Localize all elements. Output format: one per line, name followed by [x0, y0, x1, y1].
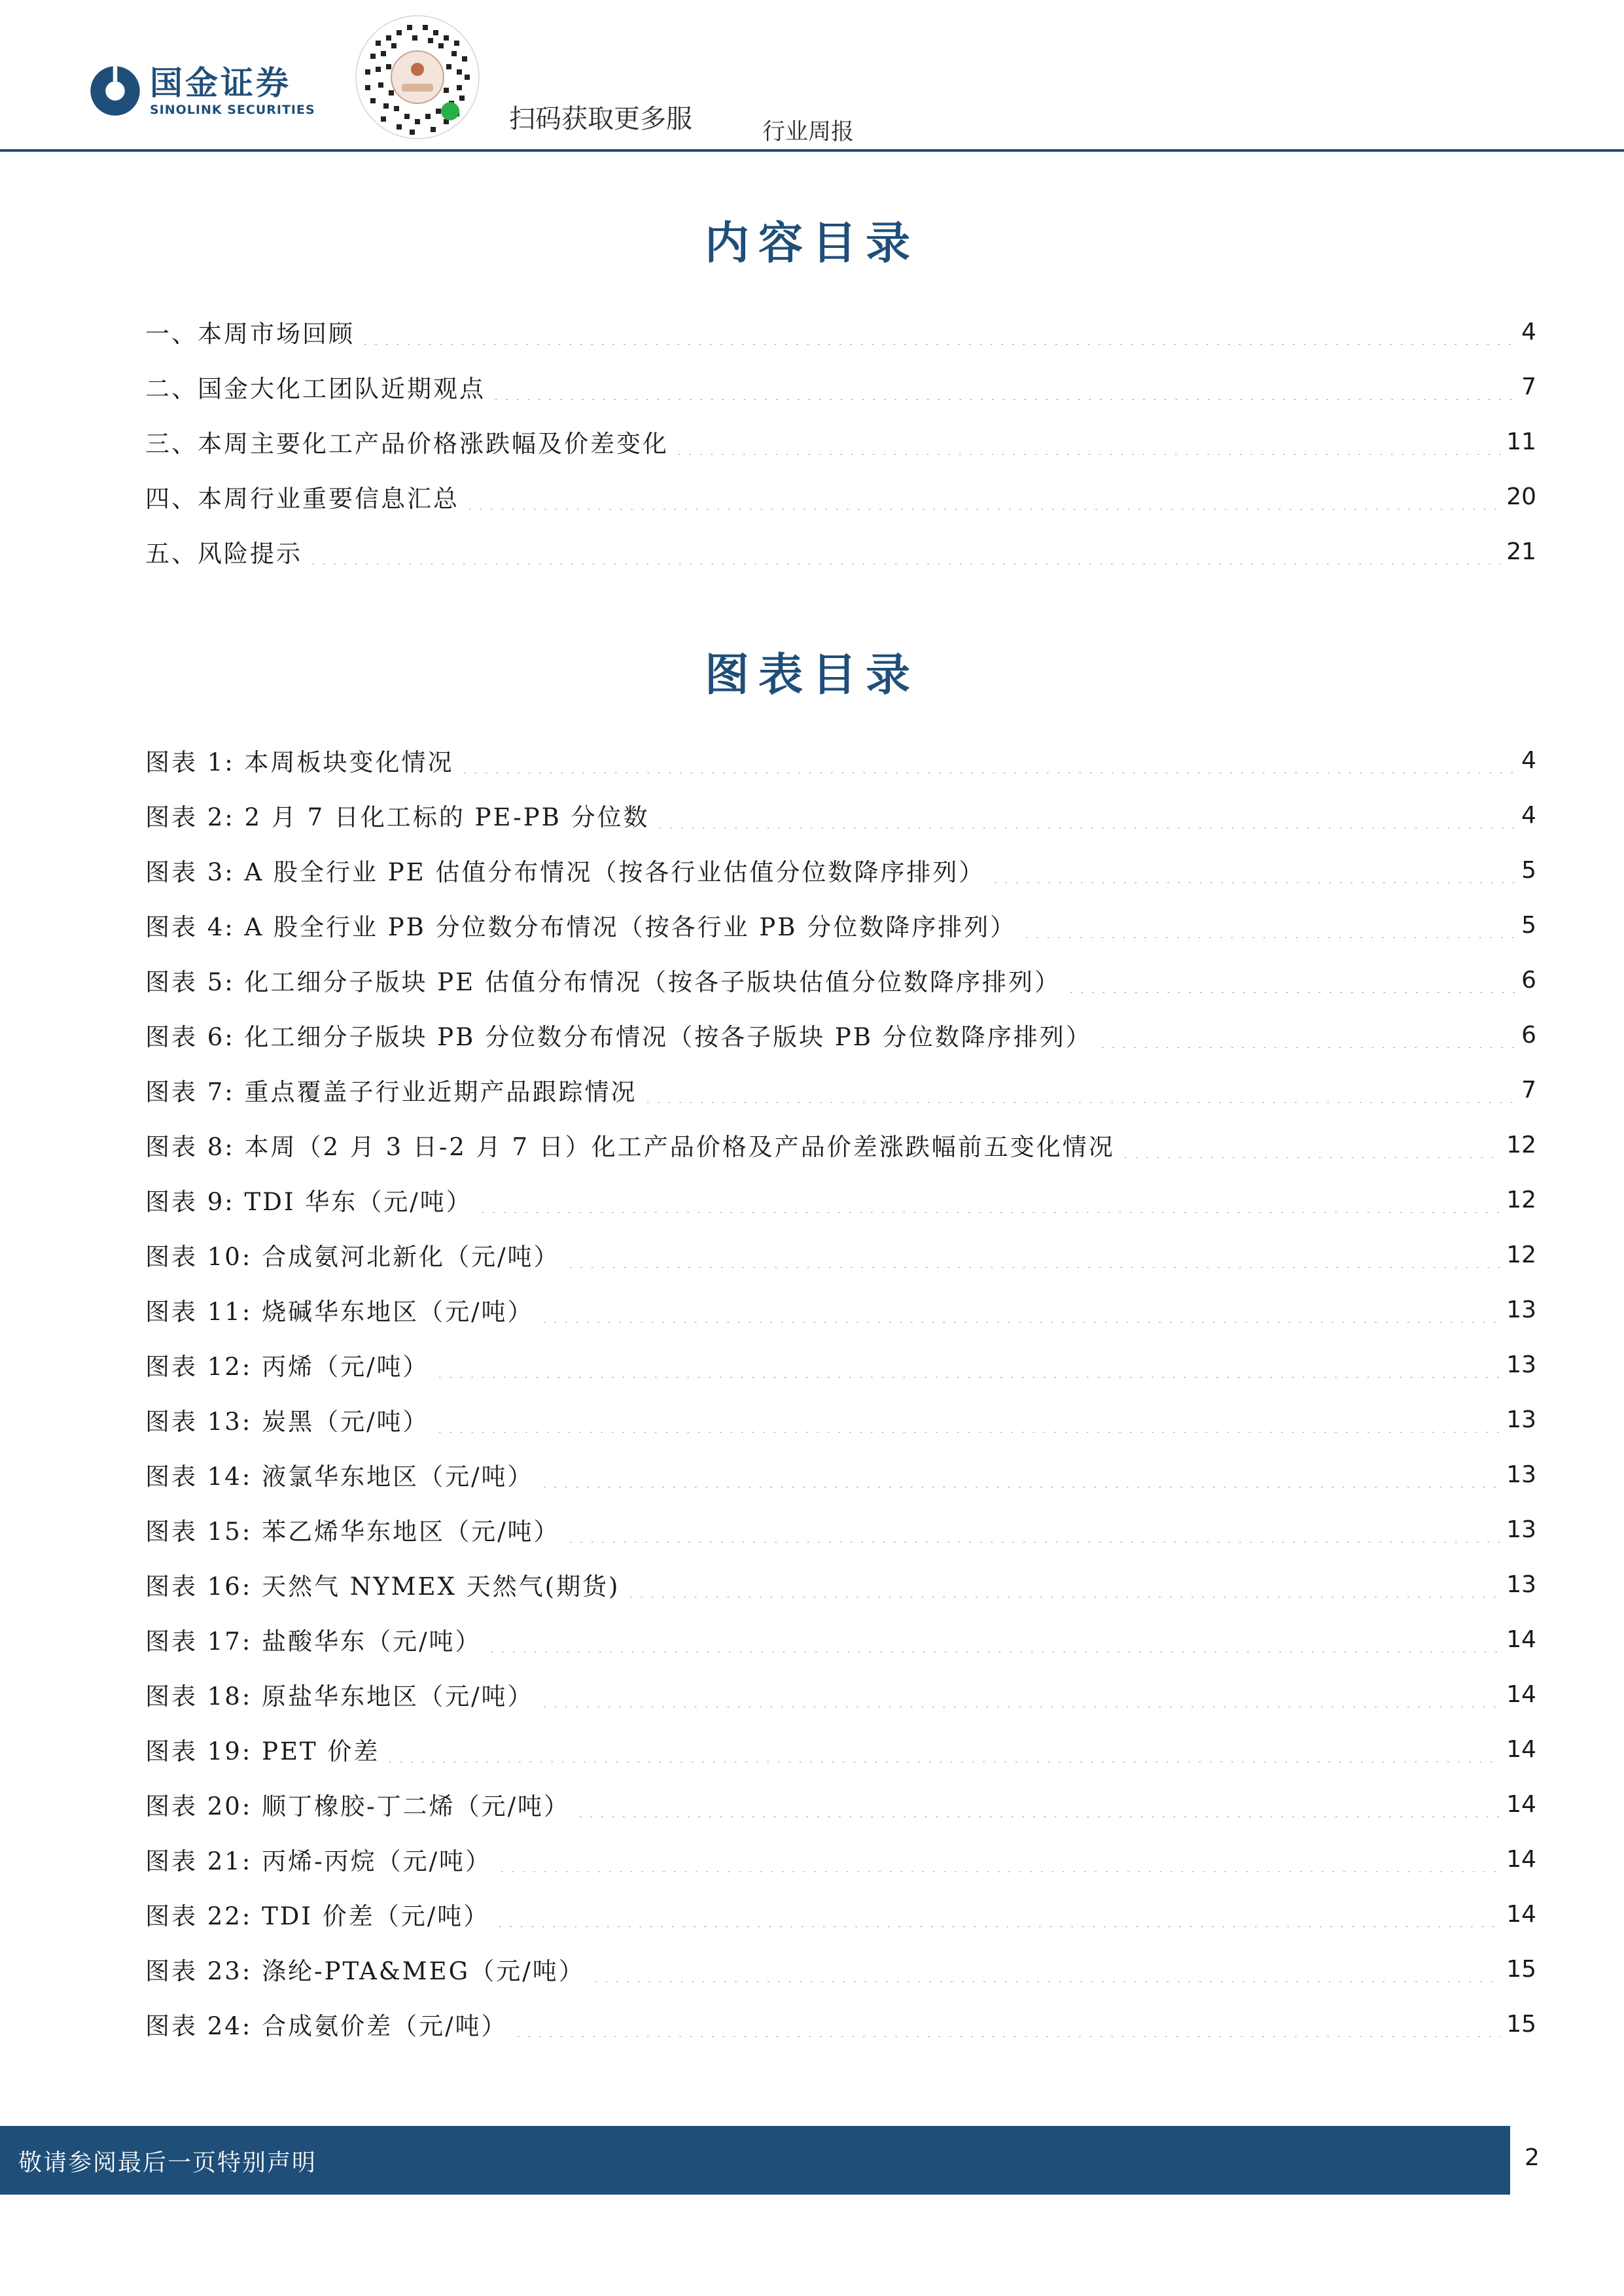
figure-entry-label: 图表 17: 盐酸华东（元/吨） — [145, 1627, 482, 1656]
figure-entry[interactable] — [145, 788, 1536, 843]
dot-leader — [1066, 967, 1516, 993]
figure-entry[interactable] — [145, 1557, 1536, 1612]
figure-entry-label: 图表 24: 合成氨价差（元/吨） — [145, 2012, 508, 2040]
figure-entry[interactable] — [145, 1447, 1536, 1502]
toc-entry-label: 五、风险提示 — [145, 540, 302, 568]
footer-bar — [0, 2126, 1510, 2195]
figure-entry-page-number: 13 — [1506, 1406, 1536, 1433]
figure-entry-label: 图表 5: 化工细分子版块 PE 估值分布情况（按各子版块估值分位数降序排列） — [145, 968, 1061, 996]
dot-leader — [674, 428, 1501, 455]
figure-entry[interactable] — [145, 733, 1536, 788]
figure-entry-label: 图表 18: 原盐华东地区（元/吨） — [145, 1682, 534, 1711]
figure-entry-label: 图表 10: 合成氨河北新化（元/吨） — [145, 1243, 560, 1271]
toc-entry[interactable] — [145, 524, 1536, 579]
figure-entry[interactable] — [145, 1062, 1536, 1117]
figure-entry[interactable] — [145, 1722, 1536, 1777]
figure-entry[interactable] — [145, 1996, 1536, 2051]
figure-entry[interactable] — [145, 1832, 1536, 1887]
dot-leader — [539, 1681, 1502, 1707]
figure-entry-label: 图表 6: 化工细分子版块 PB 分位数分布情况（按各子版块 PB 分位数降序排列） — [145, 1023, 1092, 1051]
figure-entry[interactable] — [145, 1777, 1536, 1832]
dot-leader — [491, 374, 1516, 400]
figure-entry-label: 图表 19: PET 价差 — [145, 1737, 380, 1765]
dot-leader — [385, 1736, 1501, 1762]
page-header — [0, 0, 1624, 152]
figure-entry-page-number: 14 — [1506, 1626, 1536, 1653]
figure-entry-label: 图表 13: 炭黑（元/吨） — [145, 1408, 429, 1436]
dot-leader — [565, 1516, 1502, 1542]
toc-entry-page-number: 20 — [1506, 483, 1536, 510]
dot-leader — [465, 483, 1501, 510]
dot-leader — [655, 802, 1516, 828]
figure-entry[interactable] — [145, 1337, 1536, 1392]
dot-leader — [539, 1461, 1502, 1487]
dot-leader — [495, 1901, 1501, 1927]
figure-entry-label: 图表 20: 顺丁橡胶-丁二烯（元/吨） — [145, 1792, 571, 1820]
figure-entry[interactable] — [145, 1612, 1536, 1667]
dot-leader — [434, 1351, 1502, 1378]
toc-list — [145, 304, 1536, 579]
figure-entry[interactable] — [145, 1667, 1536, 1722]
toc-entry-page-number: 7 — [1521, 373, 1536, 400]
figure-entry-page-number: 13 — [1506, 1296, 1536, 1323]
dot-leader — [1120, 1132, 1501, 1158]
figure-entry-label: 图表 11: 烧碱华东地区（元/吨） — [145, 1298, 534, 1326]
toc-title: 内容目录 — [704, 217, 919, 270]
toc-entry[interactable] — [145, 469, 1536, 524]
toc-entry[interactable] — [145, 359, 1536, 414]
figure-entry-page-number: 14 — [1506, 1900, 1536, 1928]
figure-entry-label: 图表 4: A 股全行业 PB 分位数分布情况（按各行业 PB 分位数降序排列） — [145, 913, 1017, 941]
dot-leader — [434, 1406, 1502, 1433]
figure-entry[interactable] — [145, 1227, 1536, 1282]
figure-entry-label: 图表 2: 2 月 7 日化工标的 PE-PB 分位数 — [145, 803, 650, 831]
figures-toc-list — [145, 733, 1536, 2051]
figure-entry[interactable] — [145, 1941, 1536, 1996]
dot-leader — [487, 1626, 1502, 1652]
figure-entry[interactable] — [145, 1502, 1536, 1557]
figure-entry[interactable] — [145, 843, 1536, 897]
figure-entry-label: 图表 9: TDI 华东（元/吨） — [145, 1188, 472, 1216]
logo-english-name: SINOLINK SECURITIES — [150, 103, 315, 117]
figure-entry[interactable] — [145, 897, 1536, 952]
dot-leader — [539, 1296, 1502, 1323]
header-divider — [0, 149, 1624, 152]
figure-entry-page-number: 13 — [1506, 1571, 1536, 1598]
figure-entry-page-number: 14 — [1506, 1680, 1536, 1708]
figure-entry-page-number: 15 — [1506, 1955, 1536, 1983]
figure-entry[interactable] — [145, 952, 1536, 1007]
figure-entry-label: 图表 12: 丙烯（元/吨） — [145, 1353, 429, 1381]
figure-entry-label: 图表 15: 苯乙烯华东地区（元/吨） — [145, 1518, 560, 1546]
dot-leader — [626, 1571, 1502, 1597]
sinolink-logo-icon — [88, 64, 142, 118]
dot-leader — [459, 747, 1517, 773]
page-number: 2 — [1525, 2144, 1540, 2171]
dot-leader — [643, 1077, 1517, 1103]
figure-entry[interactable] — [145, 1117, 1536, 1172]
figure-entry-page-number: 6 — [1521, 966, 1536, 994]
dot-leader — [308, 538, 1501, 565]
figure-entry[interactable] — [145, 1887, 1536, 1941]
dot-leader — [513, 2011, 1502, 2037]
dot-leader — [1097, 1022, 1516, 1048]
figure-entry[interactable] — [145, 1282, 1536, 1337]
dot-leader — [360, 319, 1516, 345]
figure-entry-label: 图表 7: 重点覆盖子行业近期产品跟踪情况 — [145, 1078, 637, 1106]
dot-leader — [590, 1956, 1501, 1982]
figure-entry-page-number: 4 — [1521, 746, 1536, 774]
toc-entry-page-number: 11 — [1506, 428, 1536, 455]
figure-entry-page-number: 14 — [1506, 1790, 1536, 1818]
figure-entry-page-number: 5 — [1521, 911, 1536, 939]
figure-entry-page-number: 13 — [1506, 1351, 1536, 1378]
figure-entry-page-number: 15 — [1506, 2010, 1536, 2038]
figure-entry-page-number: 12 — [1506, 1241, 1536, 1268]
logo-chinese-name: 国金证券 — [150, 64, 291, 102]
figures-toc-title: 图表目录 — [704, 649, 919, 701]
figure-entry-page-number: 13 — [1506, 1461, 1536, 1488]
toc-entry-label: 二、国金大化工团队近期观点 — [145, 375, 485, 403]
figure-entry-page-number: 6 — [1521, 1021, 1536, 1049]
figure-entry-page-number: 4 — [1521, 801, 1536, 829]
dot-leader — [575, 1791, 1501, 1817]
figure-entry[interactable] — [145, 1392, 1536, 1447]
figure-entry-label: 图表 8: 本周（2 月 3 日-2 月 7 日）化工产品价格及产品价差涨跌幅前五变化情况 — [145, 1133, 1115, 1161]
toc-entry-label: 三、本周主要化工产品价格涨跌幅及价差变化 — [145, 430, 669, 458]
figure-entry-label: 图表 3: A 股全行业 PE 估值分布情况（按各行业估值分位数降序排列） — [145, 858, 985, 886]
dot-leader — [565, 1242, 1502, 1268]
qr-caption: 扫码获取更多服 — [509, 104, 692, 134]
dot-leader — [990, 857, 1516, 883]
figure-entry-page-number: 12 — [1506, 1186, 1536, 1213]
toc-entry-page-number: 4 — [1521, 318, 1536, 345]
report-type-label: 行业周报 — [762, 119, 855, 145]
dot-leader — [497, 1846, 1501, 1872]
figure-entry-label: 图表 14: 液氯华东地区（元/吨） — [145, 1463, 534, 1491]
company-logo — [88, 64, 315, 118]
figure-entry-page-number: 13 — [1506, 1516, 1536, 1543]
figure-entry[interactable] — [145, 1007, 1536, 1062]
footer-disclaimer[interactable]: 敬请参阅最后一页特别声明 — [18, 2149, 317, 2176]
figure-entry-page-number: 12 — [1506, 1131, 1536, 1158]
dot-leader — [478, 1187, 1501, 1213]
figure-entry[interactable] — [145, 1172, 1536, 1227]
figure-entry-page-number: 7 — [1521, 1076, 1536, 1104]
figure-entry-label: 图表 1: 本周板块变化情况 — [145, 748, 454, 776]
qr-code-icon[interactable] — [352, 12, 483, 143]
toc-entry-label: 四、本周行业重要信息汇总 — [145, 485, 459, 513]
toc-entry[interactable] — [145, 414, 1536, 469]
toc-entry[interactable] — [145, 304, 1536, 359]
figure-entry-label: 图表 22: TDI 价差（元/吨） — [145, 1902, 490, 1930]
figure-entry-page-number: 5 — [1521, 856, 1536, 884]
figure-entry-page-number: 14 — [1506, 1845, 1536, 1873]
figure-entry-label: 图表 21: 丙烯-丙烷（元/吨） — [145, 1847, 492, 1875]
figure-entry-label: 图表 23: 涤纶-PTA&MEG（元/吨） — [145, 1957, 585, 1985]
toc-entry-label: 一、本周市场回顾 — [145, 320, 355, 348]
figure-entry-page-number: 14 — [1506, 1735, 1536, 1763]
toc-entry-page-number: 21 — [1506, 538, 1536, 565]
dot-leader — [1021, 912, 1516, 938]
figure-entry-label: 图表 16: 天然气 NYMEX 天然气(期货) — [145, 1573, 620, 1601]
